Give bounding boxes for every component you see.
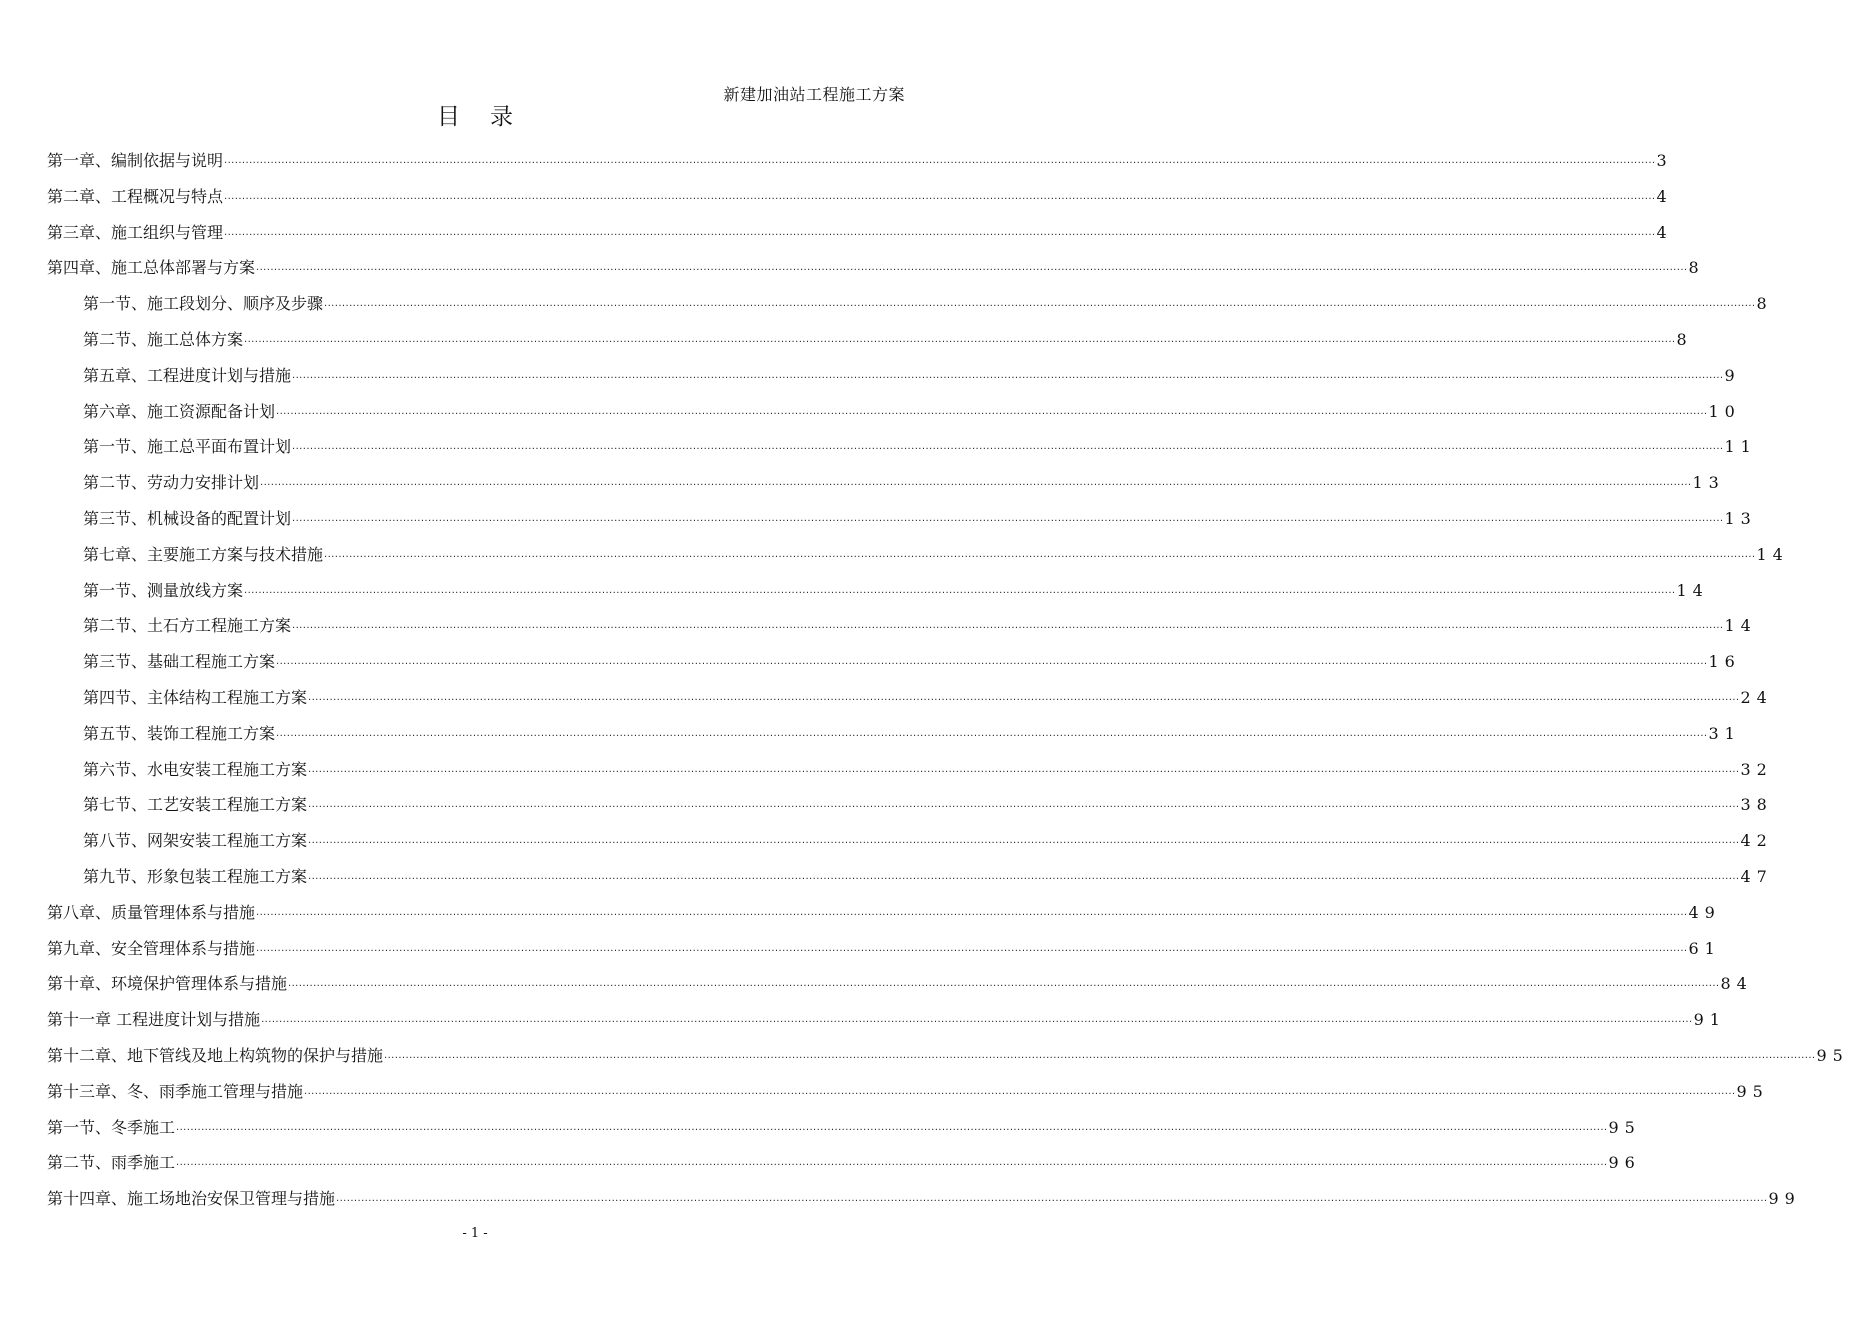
toc-entry[interactable] <box>83 790 1773 820</box>
toc-entry[interactable] <box>47 934 1721 964</box>
toc-entry[interactable] <box>83 826 1773 856</box>
toc-entry-page: 47 <box>1740 867 1773 886</box>
toc-entry-page: 9 <box>1724 366 1741 385</box>
toc-entry-page: 42 <box>1740 831 1773 850</box>
toc-entry[interactable] <box>47 146 1673 176</box>
toc-entry[interactable] <box>47 1005 1726 1035</box>
toc-entry-label: 第七章、主要施工方案与技术措施 <box>83 545 324 564</box>
toc-entry[interactable] <box>83 361 1741 391</box>
toc-entry[interactable] <box>47 898 1721 928</box>
toc-leader-dots: ················································································································································································································································································································································································································ <box>244 588 1676 599</box>
toc-entry-label: 第二章、工程概况与特点 <box>47 187 224 206</box>
toc-entry-label: 第一章、编制依据与说明 <box>47 151 224 170</box>
toc-entry-label: 第六节、水电安装工程施工方案 <box>83 760 308 779</box>
toc-entry-label: 第十二章、地下管线及地上构筑物的保护与措施 <box>47 1046 384 1065</box>
toc-leader-dots: ················································································································································································································································································································································································································ <box>260 480 1692 491</box>
toc-leader-dots: ················································································································································································································································································································································································································ <box>288 981 1720 992</box>
toc-entry-page: 96 <box>1608 1153 1641 1172</box>
toc-leader-dots: ················································································································································································································································································································································································································ <box>324 301 1756 312</box>
toc-entry-label: 第一节、施工总平面布置计划 <box>83 437 292 456</box>
toc-entry-page: 16 <box>1708 652 1741 671</box>
toc-entry-page: 95 <box>1816 1046 1849 1065</box>
toc-entry-label: 第十章、环境保护管理体系与措施 <box>47 974 288 993</box>
toc-entry[interactable] <box>47 1041 1849 1071</box>
toc-entry-label: 第三章、施工组织与管理 <box>47 223 224 242</box>
toc-leader-dots: ················································································································································································································································································································································································································ <box>304 1089 1736 1100</box>
toc-entry[interactable] <box>83 719 1741 749</box>
toc-entry-page: 49 <box>1688 903 1721 922</box>
toc-entry-label: 第六章、施工资源配备计划 <box>83 402 276 421</box>
toc-entry-page: 13 <box>1692 473 1725 492</box>
toc-leader-dots: ················································································································································································································································································································································································································ <box>244 337 1676 348</box>
toc-leader-dots: ················································································································································································································································································································································································································ <box>224 158 1656 169</box>
toc-entry-label: 第三节、机械设备的配置计划 <box>83 509 292 528</box>
toc-entry-page: 3 <box>1656 151 1673 170</box>
toc-entry[interactable] <box>47 1184 1801 1214</box>
document-header-title: 新建加油站工程施工方案 <box>723 85 905 104</box>
toc-entry[interactable] <box>83 683 1773 713</box>
toc-entry-page: 14 <box>1756 545 1789 564</box>
toc-entry-label: 第二节、土石方工程施工方案 <box>83 616 292 635</box>
toc-entry[interactable] <box>83 468 1725 498</box>
toc-entry-label: 第三节、基础工程施工方案 <box>83 652 276 671</box>
toc-entry-page: 61 <box>1688 939 1721 958</box>
toc-entry-page: 8 <box>1756 294 1773 313</box>
toc-entry-page: 14 <box>1676 581 1709 600</box>
toc-entry-label: 第二节、雨季施工 <box>47 1153 176 1172</box>
toc-entry-label: 第五章、工程进度计划与措施 <box>83 366 292 385</box>
toc-entry-page: 84 <box>1720 974 1753 993</box>
toc-entry-page: 11 <box>1724 437 1757 456</box>
toc-entry-label: 第一节、施工段划分、顺序及步骤 <box>83 294 324 313</box>
toc-leader-dots: ················································································································································································································································································································································································································ <box>176 1125 1608 1136</box>
toc-entry[interactable] <box>83 397 1741 427</box>
toc-entry[interactable] <box>83 755 1773 785</box>
toc-entry-label: 第一节、测量放线方案 <box>83 581 244 600</box>
toc-entry-page: 13 <box>1724 509 1757 528</box>
toc-leader-dots: ················································································································································································································································································································································································································ <box>308 802 1740 813</box>
toc-entry-label: 第九章、安全管理体系与措施 <box>47 939 256 958</box>
toc-entry-page: 95 <box>1608 1118 1641 1137</box>
toc-leader-dots: ················································································································································································································································································································································································································ <box>308 695 1740 706</box>
toc-entry-page: 99 <box>1768 1189 1801 1208</box>
toc-entry-label: 第十一章 工程进度计划与措施 <box>47 1010 261 1029</box>
toc-leader-dots: ················································································································································································································································································································································································································ <box>308 838 1740 849</box>
toc-leader-dots: ················································································································································································································································································································································································································ <box>176 1160 1608 1171</box>
toc-leader-dots: ················································································································································································································································································································································································································ <box>336 1196 1768 1207</box>
toc-entry-page: 24 <box>1740 688 1773 707</box>
toc-entry-page: 14 <box>1724 616 1757 635</box>
toc-entry-label: 第七节、工艺安装工程施工方案 <box>83 795 308 814</box>
toc-entry-label: 第一节、冬季施工 <box>47 1118 176 1137</box>
toc-entry-page: 32 <box>1740 760 1773 779</box>
toc-leader-dots: ················································································································································································································································································································································································································ <box>224 194 1656 205</box>
toc-entry-page: 4 <box>1656 223 1673 242</box>
toc-leader-dots: ················································································································································································································································································································································································································ <box>324 552 1756 563</box>
toc-entry[interactable] <box>47 969 1753 999</box>
toc-entry[interactable] <box>83 432 1757 462</box>
toc-entry[interactable] <box>47 182 1673 212</box>
toc-entry-label: 第八节、网架安装工程施工方案 <box>83 831 308 850</box>
toc-entry-page: 38 <box>1740 795 1773 814</box>
toc-entry[interactable] <box>83 540 1789 570</box>
toc-entry-label: 第十四章、施工场地治安保卫管理与措施 <box>47 1189 336 1208</box>
toc-entry-label: 第二节、劳动力安排计划 <box>83 473 260 492</box>
toc-entry[interactable] <box>47 218 1673 248</box>
toc-entry-page: 8 <box>1676 330 1693 349</box>
toc-entry[interactable] <box>47 253 1705 283</box>
toc-entry[interactable] <box>47 1077 1769 1107</box>
toc-leader-dots: ················································································································································································································································································································································································································ <box>308 874 1740 885</box>
toc-entry[interactable] <box>83 325 1693 355</box>
toc-entry-page: 31 <box>1708 724 1741 743</box>
toc-entry-label: 第九节、形象包装工程施工方案 <box>83 867 308 886</box>
toc-leader-dots: ················································································································································································································································································································································································································ <box>276 409 1708 420</box>
toc-leader-dots: ················································································································································································································································································································································································································ <box>224 230 1656 241</box>
toc-entry-label: 第五节、装饰工程施工方案 <box>83 724 276 743</box>
toc-entry-page: 10 <box>1708 402 1741 421</box>
toc-entry-label: 第八章、质量管理体系与措施 <box>47 903 256 922</box>
toc-leader-dots: ················································································································································································································································································································································································································ <box>292 623 1724 634</box>
toc-entry[interactable] <box>83 862 1773 892</box>
toc-leader-dots: ················································································································································································································································································································································································································ <box>292 444 1724 455</box>
toc-leader-dots: ················································································································································································································································································································································································································ <box>292 516 1724 527</box>
toc-leader-dots: ················································································································································································································································································································································································································ <box>384 1053 1816 1064</box>
toc-leader-dots: ················································································································································································································································································································································································································ <box>256 946 1688 957</box>
toc-entry[interactable] <box>83 504 1757 534</box>
toc-leader-dots: ················································································································································································································································································································································································································ <box>256 265 1688 276</box>
toc-entry-label: 第四节、主体结构工程施工方案 <box>83 688 308 707</box>
toc-leader-dots: ················································································································································································································································································································································································································ <box>256 910 1688 921</box>
toc-entry-label: 第十三章、冬、雨季施工管理与措施 <box>47 1082 304 1101</box>
toc-leader-dots: ················································································································································································································································································································································································································ <box>276 659 1708 670</box>
toc-leader-dots: ················································································································································································································································································································································································································ <box>308 767 1740 778</box>
toc-entry[interactable] <box>47 1113 1641 1143</box>
toc-leader-dots: ················································································································································································································································································································································································································ <box>292 373 1724 384</box>
toc-entry[interactable] <box>83 611 1757 641</box>
toc-entry-page: 8 <box>1688 258 1705 277</box>
toc-title: 目录 <box>437 104 543 130</box>
page-number: - 1 - <box>462 1226 488 1241</box>
toc-entry[interactable] <box>83 576 1709 606</box>
toc-leader-dots: ················································································································································································································································································································································································································ <box>261 1017 1693 1028</box>
toc-entry-label: 第二节、施工总体方案 <box>83 330 244 349</box>
toc-entry-page: 95 <box>1736 1082 1769 1101</box>
toc-entry-page: 91 <box>1693 1010 1726 1029</box>
toc-entry[interactable] <box>83 647 1741 677</box>
toc-entry[interactable] <box>47 1148 1641 1178</box>
toc-leader-dots: ················································································································································································································································································································································································································ <box>276 731 1708 742</box>
toc-entry[interactable] <box>83 289 1773 319</box>
toc-entry-page: 4 <box>1656 187 1673 206</box>
toc-entry-label: 第四章、施工总体部署与方案 <box>47 258 256 277</box>
